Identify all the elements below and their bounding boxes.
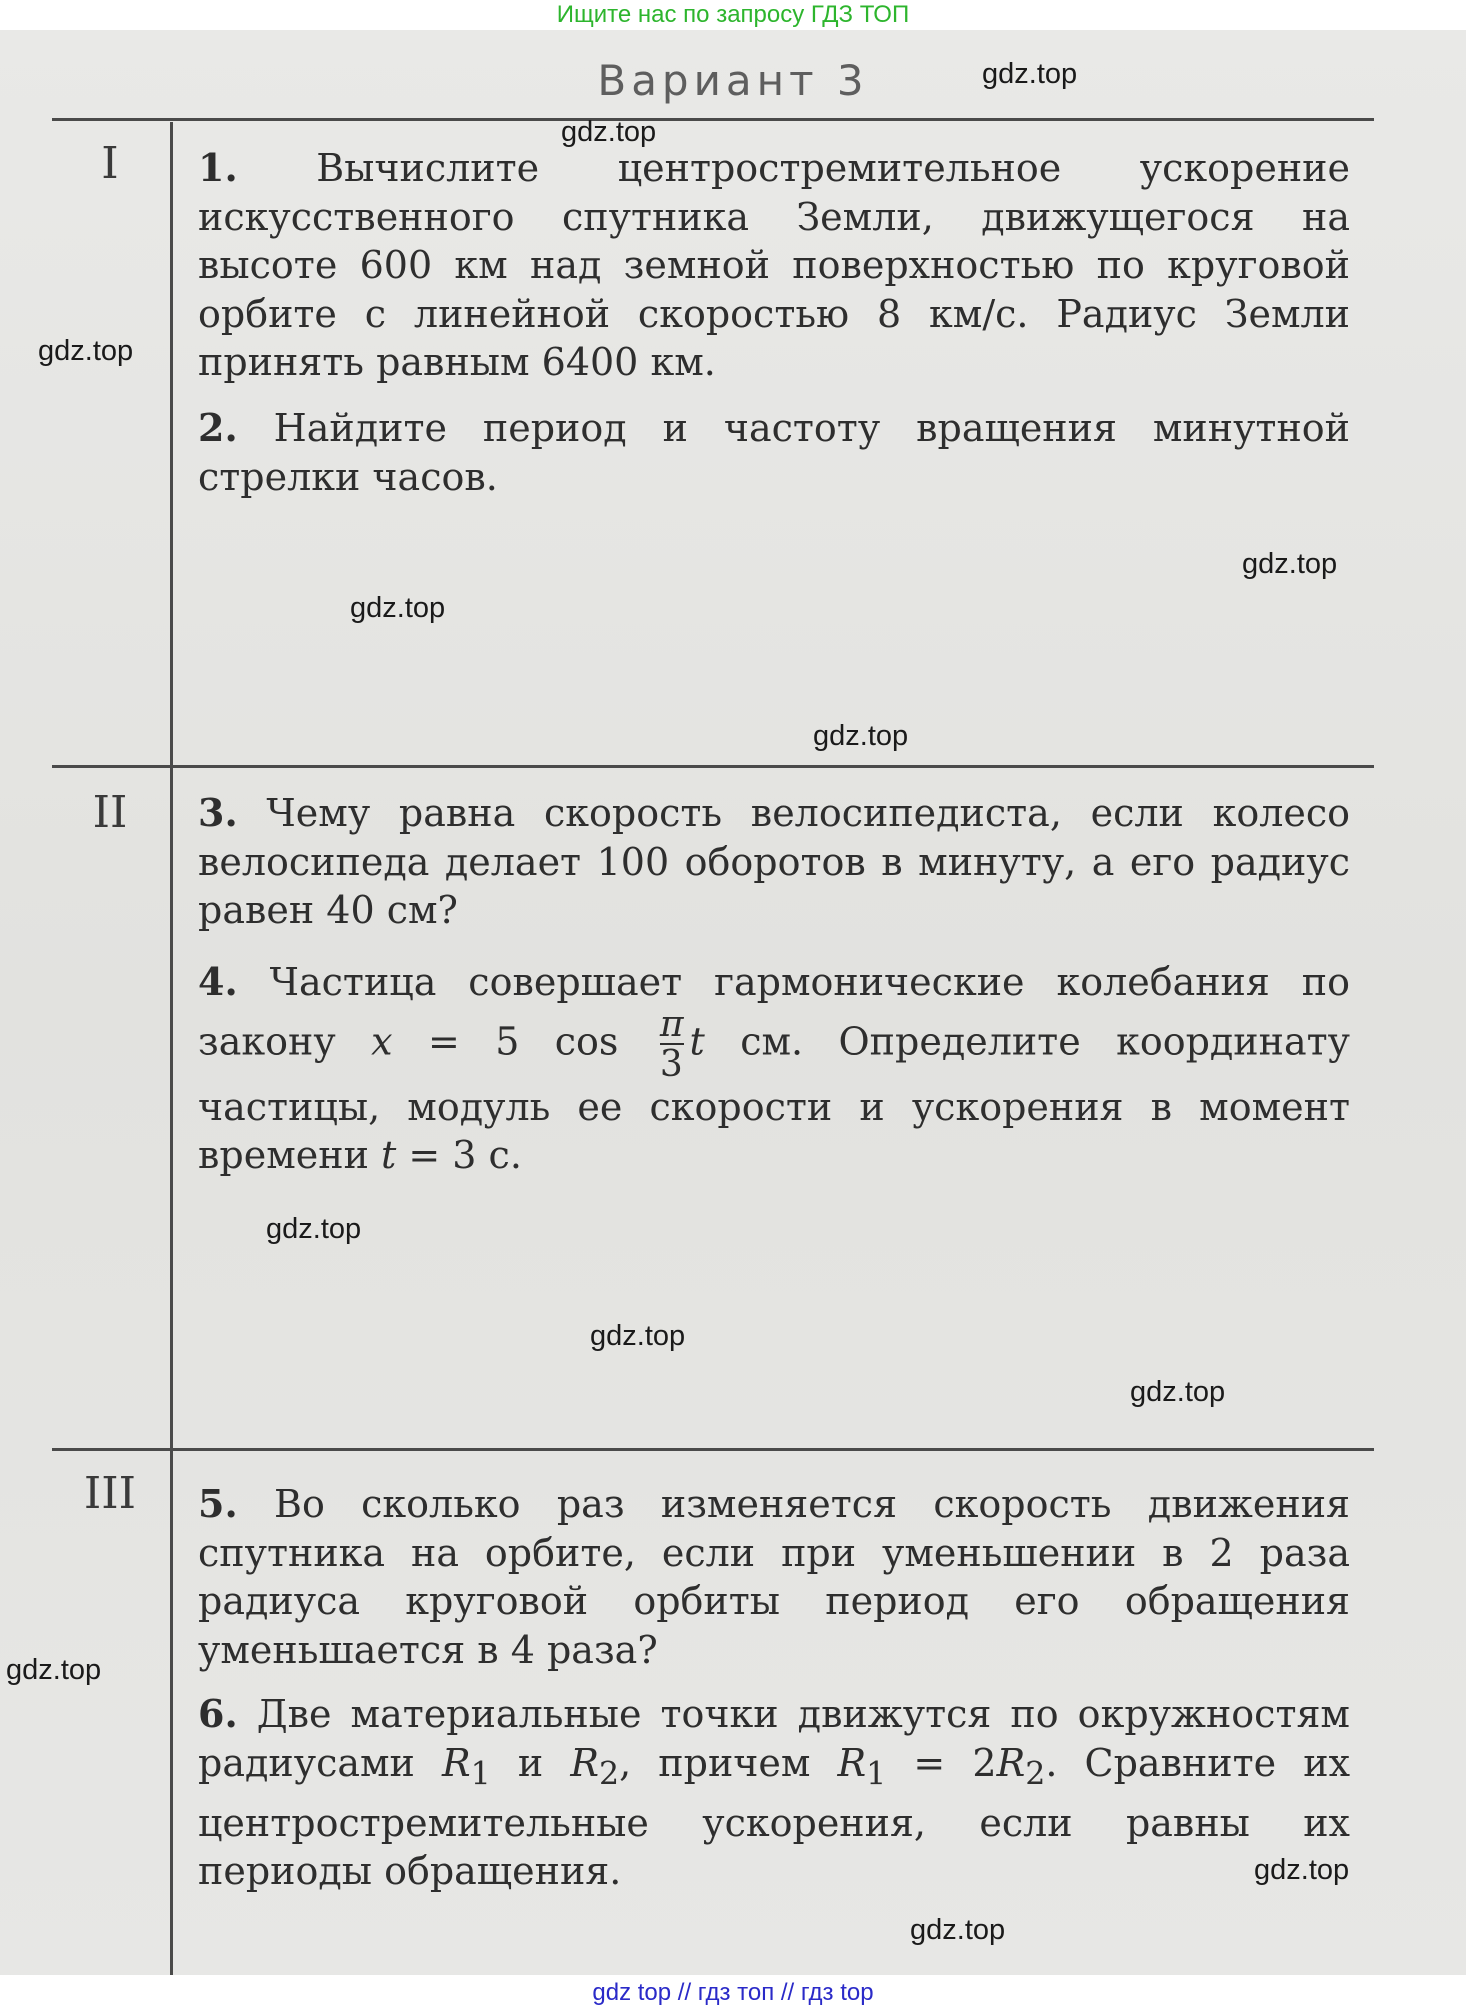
- section-divider-2: [52, 1448, 1374, 1451]
- task-6-number: 6.: [198, 1691, 238, 1736]
- bottom-banner[interactable]: gdz top // гдз топ // гдз top: [0, 1975, 1466, 2010]
- column-divider: [170, 122, 173, 2000]
- task-5-number: 5.: [198, 1481, 238, 1526]
- var-t-end: t: [381, 1133, 397, 1177]
- task-3-text: Чему равна скорость велосипедиста, если колесо велосипеда делает 100 оборотов в минуту, а его радиус равен 40 см?: [198, 791, 1350, 932]
- var-R2-eq: R: [996, 1740, 1026, 1785]
- table-top-rule: [52, 118, 1374, 121]
- task-4-tail: = 3 с.: [396, 1133, 522, 1177]
- var-R2: R: [570, 1740, 599, 1785]
- sub-2-eq: 2: [1025, 1756, 1046, 1793]
- var-x: x: [371, 1019, 393, 1063]
- watermark: gdz.top: [1254, 1854, 1350, 1886]
- watermark: gdz.top: [1242, 548, 1338, 580]
- watermark: gdz.top: [982, 58, 1078, 90]
- task-2-number: 2.: [198, 405, 238, 450]
- section-divider-1: [52, 765, 1374, 768]
- sub-1: 1: [470, 1756, 491, 1793]
- watermark: gdz.top: [561, 116, 657, 148]
- watermark: gdz.top: [38, 335, 134, 367]
- task-6: [198, 1690, 1350, 1896]
- watermark: gdz.top: [266, 1213, 362, 1245]
- watermark: gdz.top: [590, 1320, 686, 1352]
- task-4: [198, 958, 1350, 1180]
- task-2-text: Найдите период и частоту вращения минутной стрелки часов.: [198, 406, 1350, 499]
- top-banner[interactable]: Ищите нас по запросу ГДЗ ТОП: [0, 0, 1466, 30]
- watermark: gdz.top: [1130, 1376, 1226, 1408]
- task-5-text: Во сколько раз изменяется скорость движения спутника на орбите, если при уменьшении в 2 раза радиуса круговой орбиты период его обращения уменьшается в 4 раза?: [198, 1482, 1350, 1672]
- textbook-page: [0, 30, 1466, 1975]
- var-R1: R: [442, 1740, 471, 1785]
- task-1-number: 1.: [198, 145, 238, 190]
- task-3-number: 3.: [198, 790, 238, 835]
- section-label-III: III: [83, 1468, 137, 1519]
- task-6-eq: = 2: [886, 1740, 997, 1785]
- var-t: t: [689, 1019, 705, 1063]
- task-4-eq: = 5 cos: [392, 1019, 654, 1063]
- sub-2: 2: [598, 1756, 620, 1793]
- variant-title: Вариант 3: [597, 56, 869, 105]
- task-6-text-a: Две материальные точки движутся по окружностям радиусами: [198, 1692, 1350, 1785]
- task-4-text-pre: Частица совершает гармонические колебания по закону: [198, 960, 1350, 1063]
- pi-over-3-fraction: [659, 1003, 684, 1085]
- fraction-numerator: π: [659, 1003, 684, 1045]
- task-4-number: 4.: [198, 959, 238, 1004]
- fraction-denominator: 3: [659, 1043, 683, 1085]
- var-R1-eq: R: [837, 1740, 867, 1785]
- task-6-and: и: [490, 1740, 571, 1785]
- section-label-II: II: [92, 787, 128, 838]
- task-3: [198, 789, 1350, 935]
- section-label-I: I: [101, 138, 119, 189]
- task-6-text-c: . Сравните их центростремительные ускорения, если равны их периоды обращения.: [198, 1740, 1351, 1894]
- task-1-text: Вычислите центростремительное ускорение искусственного спутника Земли, движущегося на высоте 600 км над земной поверхностью по круговой орбите с линейной скоростью 8 км/с. Радиус Земли принять равным 6400 км.: [198, 146, 1350, 384]
- task-1: [198, 144, 1350, 387]
- sub-1-eq: 1: [866, 1756, 887, 1793]
- watermark: gdz.top: [6, 1654, 102, 1686]
- task-5: [198, 1480, 1350, 1674]
- watermark: gdz.top: [350, 592, 446, 624]
- watermark: gdz.top: [813, 720, 909, 752]
- task-6-text-b: , причем: [619, 1740, 838, 1785]
- task-4-text-post: см. Определите координату частицы, модуль ее скорости и ускорения в момент времени: [198, 1019, 1351, 1177]
- watermark: gdz.top: [910, 1914, 1006, 1946]
- task-2: [198, 404, 1350, 501]
